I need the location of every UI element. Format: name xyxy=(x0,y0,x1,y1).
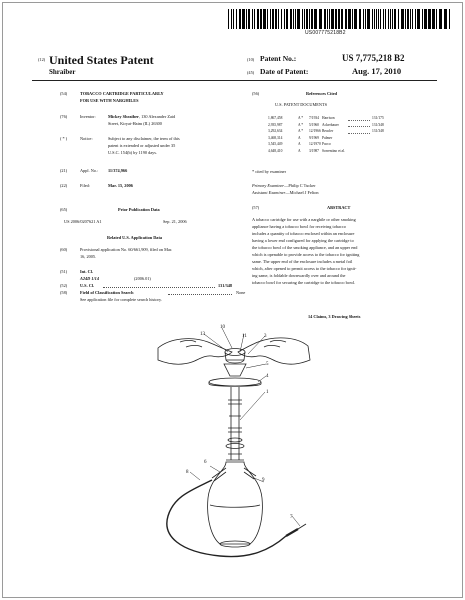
field-value: None xyxy=(236,290,246,295)
barcode-bar xyxy=(267,9,268,29)
barcode-bar xyxy=(378,9,379,29)
barcode-bar xyxy=(270,9,271,29)
assistant-examiner xyxy=(252,191,319,195)
barcode-bar xyxy=(444,9,447,29)
patent-heading: United States Patent xyxy=(49,53,154,67)
notice-line-2: patent is extended or adjusted under 35 xyxy=(108,143,176,148)
inventor-name: Mickey Shraiber xyxy=(108,114,139,119)
patent-number: US 7,775,218 B2 xyxy=(342,53,405,63)
uscl-code: (52) xyxy=(60,283,68,288)
reference-name: Harrison xyxy=(322,116,335,120)
reference-number: 2,935,987 xyxy=(268,122,283,127)
reference-name: Palmer xyxy=(322,135,333,140)
patent-number-code: (10) xyxy=(247,57,255,62)
intcl-date: (2006.01) xyxy=(134,276,151,281)
barcode-bar xyxy=(297,9,300,29)
barcode-bar xyxy=(380,9,381,29)
barcode-bar xyxy=(278,9,279,29)
figure-label: 8 xyxy=(186,470,189,475)
reference-mark: A xyxy=(298,142,301,147)
barcode-bar xyxy=(246,9,247,29)
barcode-bar xyxy=(290,9,292,29)
reference-number: 3,468,314 xyxy=(268,135,283,140)
assistant-name: —Michael J Felton xyxy=(285,190,319,195)
assistant-label: Assistant Examiner xyxy=(252,190,286,195)
barcode-bar xyxy=(390,9,391,29)
right-hand xyxy=(238,338,310,364)
reference-row xyxy=(268,150,408,155)
barcode-bar xyxy=(428,9,431,29)
refs-subtitle: U.S. PATENT DOCUMENTS xyxy=(275,102,328,107)
barcode-bar xyxy=(228,9,229,29)
barcode-bar xyxy=(324,9,326,29)
reference-leader xyxy=(348,133,370,134)
barcode-bar xyxy=(422,9,423,29)
appl-code: (21) xyxy=(60,168,68,173)
barcode-bar xyxy=(415,9,416,29)
barcode-bar xyxy=(311,9,313,29)
field-code: (58) xyxy=(60,290,68,295)
reference-row xyxy=(268,130,408,135)
figure-label: 3 xyxy=(264,334,267,339)
abstract-line: the tobacco bowl of the smoking appliance, and an upper end xyxy=(252,245,358,250)
barcode-bar xyxy=(254,9,255,29)
barcode-bar xyxy=(248,9,250,29)
barcode-bar xyxy=(231,9,232,29)
barcode-bar xyxy=(281,9,282,29)
provisional-code: (60) xyxy=(60,247,68,252)
uscl-label: U.S. Cl. xyxy=(80,283,95,288)
barcode-bar xyxy=(329,9,330,29)
barcode-bar xyxy=(331,9,334,29)
barcode-bar xyxy=(257,9,259,29)
barcode-bar xyxy=(394,9,396,29)
reference-mark: A * xyxy=(298,116,304,120)
barcode-bar xyxy=(363,9,364,29)
barcode-bar xyxy=(348,9,351,29)
figure-label: 10 xyxy=(220,325,225,330)
barcode-bar xyxy=(345,9,347,29)
barcode-bar xyxy=(401,9,404,29)
filed-date: Mar. 15, 2006 xyxy=(108,183,133,188)
reference-row xyxy=(268,117,408,122)
field-leader xyxy=(168,294,232,295)
barcode-bar xyxy=(239,9,241,29)
intcl-code: (51) xyxy=(60,269,68,274)
notice-label: Notice: xyxy=(80,136,93,141)
barcode-bar xyxy=(398,9,399,29)
notice-code: ( * ) xyxy=(60,136,68,141)
barcode-bar xyxy=(341,9,343,29)
reference-leader xyxy=(348,120,370,121)
title-line-1: TOBACCO CARTRIDGE PARTICULARLY xyxy=(80,91,164,96)
field-note: See application file for complete search history. xyxy=(80,297,162,302)
title-code: (54) xyxy=(60,91,68,96)
barcode-bar xyxy=(367,9,370,29)
reference-mark: A xyxy=(298,149,301,153)
barcode-bar xyxy=(260,9,262,29)
abstract-line: A tobacco cartridge for use with a narghile or other smoking xyxy=(252,217,356,222)
reference-row xyxy=(268,137,408,142)
reference-row xyxy=(268,143,408,148)
barcode-number: US007775218B2 xyxy=(305,30,346,36)
barcode-bar xyxy=(293,9,294,29)
barcode-bar xyxy=(359,9,361,29)
refs-title: References Cited xyxy=(306,91,338,96)
barcode-bar xyxy=(449,9,450,29)
barcode-bar xyxy=(376,9,377,29)
primary-examiner xyxy=(252,184,316,188)
barcode-bar xyxy=(412,9,413,29)
reference-date: 5/1960 xyxy=(309,122,319,127)
uscl-value: 131/348 xyxy=(218,283,233,288)
reference-date: 12/1970 xyxy=(309,142,321,147)
prior-date: Sep. 21, 2006 xyxy=(163,219,187,224)
figure-label: 6 xyxy=(204,460,207,465)
barcode-bar xyxy=(417,9,420,29)
reference-number: 3,292,634 xyxy=(268,129,283,134)
narghile-figure xyxy=(140,320,330,575)
reference-number: 1,867,458 xyxy=(268,116,283,120)
barcode-bar xyxy=(407,9,409,29)
inventor-surname: Shraiber xyxy=(49,68,76,76)
kind-code: (12) xyxy=(38,57,46,62)
barcode-bar xyxy=(306,9,308,29)
patent-date: Aug. 17, 2010 xyxy=(352,66,402,76)
tobacco-bowl xyxy=(224,364,246,376)
notice-line-3: U.S.C. 154(b) by 1190 days. xyxy=(108,150,158,155)
abstract-line: which, after opened to permit access to the tobacco for ignit- xyxy=(252,266,357,271)
barcode-bar xyxy=(302,9,303,29)
prior-title: Prior Publication Data xyxy=(118,207,160,212)
barcode-bar xyxy=(304,9,305,29)
reference-row xyxy=(268,124,408,129)
abstract-line: includes a quantity of tobacco enclosed within an enclosure xyxy=(252,231,355,236)
stem xyxy=(231,387,239,460)
left-hand xyxy=(158,339,232,365)
hose xyxy=(167,480,286,557)
barcode-bar xyxy=(374,9,375,29)
reference-date: 9/1969 xyxy=(309,135,319,140)
barcode-bar xyxy=(439,9,442,29)
reference-number: 3,545,449 xyxy=(268,142,283,147)
figure-label: 11 xyxy=(242,334,247,339)
figure-label: 5 xyxy=(266,362,269,367)
provisional-line-2: 16, 2005. xyxy=(80,254,97,259)
reference-class: 131/348 xyxy=(372,129,384,134)
reference-leader xyxy=(348,126,370,127)
abstract-line: tobacco bowl for securing the cartridge to the tobacco bowl. xyxy=(252,280,356,285)
abstract-line: ing same, is foldable downwardly over and around the xyxy=(252,273,346,278)
figure-label: 7 xyxy=(290,515,293,520)
uscl-leader xyxy=(103,287,215,288)
barcode-bar xyxy=(319,9,322,29)
provisional-line-1: Provisional application No. 60/661,909, filed on Mar. xyxy=(80,247,173,252)
barcode-bar xyxy=(309,9,310,29)
related-title: Related U.S. Application Data xyxy=(107,235,163,240)
figure-label: 1 xyxy=(266,390,269,395)
water-vase xyxy=(208,462,263,544)
header-rule xyxy=(32,80,437,81)
reference-name: Ackerbauer xyxy=(322,122,339,127)
reference-name: Sorrentino et al. xyxy=(322,149,346,153)
barcode-bar xyxy=(338,9,340,29)
barcode-bar xyxy=(383,9,384,29)
barcode-bar xyxy=(233,9,234,29)
barcode-bar xyxy=(372,9,373,29)
primary-name: —Philip C Tucker xyxy=(284,183,316,188)
barcode-bar xyxy=(432,9,435,29)
barcode-bar xyxy=(263,9,266,29)
barcode-bar xyxy=(436,9,437,29)
primary-label: Primary Examiner xyxy=(252,183,285,188)
inventor-label: Inventor: xyxy=(80,114,96,119)
date-label: Date of Patent: xyxy=(260,67,309,76)
barcode-bar xyxy=(242,9,245,29)
barcode-bar xyxy=(252,9,253,29)
barcode-bar xyxy=(405,9,406,29)
barcode-bar xyxy=(365,9,366,29)
abstract-line: same. The upper end of the enclosure includes a metal foil xyxy=(252,259,353,264)
barcode-bar xyxy=(354,9,357,29)
figure-label: 13 xyxy=(200,332,205,337)
reference-mark: A * xyxy=(298,122,304,127)
title-line-2: FOR USE WITH NARGHILES xyxy=(80,98,139,103)
field-label: Field of Classification Search xyxy=(80,290,134,295)
date-code: (45) xyxy=(247,70,255,75)
barcode-bar xyxy=(327,9,328,29)
reference-class: 131/175 xyxy=(372,116,384,120)
barcode-bar xyxy=(314,9,317,29)
figure-label: 4 xyxy=(266,374,269,379)
abstract-line: having a lower end configured for applying the cartridge to xyxy=(252,238,354,243)
reference-number: 4,648,410 xyxy=(268,149,283,153)
barcode-bar xyxy=(236,9,237,29)
barcode-bar xyxy=(385,9,386,29)
barcode-bar xyxy=(388,9,389,29)
reference-date: 3/1987 xyxy=(309,149,319,153)
filed-code: (22) xyxy=(60,183,68,188)
inventor-address-line-2: Street, Kiryat-Haim (IL) 26300 xyxy=(108,121,162,126)
figure-label: 9 xyxy=(262,478,265,483)
barcode xyxy=(228,9,454,29)
notice-line-1: Subject to any disclaimer, the term of this xyxy=(108,136,180,141)
claims-sheets: 14 Claims, 3 Drawing Sheets xyxy=(308,314,361,319)
prior-publication: US 2006/0207621 A1 xyxy=(64,219,102,224)
filed-label: Filed: xyxy=(80,183,91,188)
abstract-line: which is openable to provide access to the tobacco for igniting xyxy=(252,252,360,257)
abstract-line: appliance having a tobacco bowl for receiving tobacco xyxy=(252,224,346,229)
barcode-bar xyxy=(392,9,393,29)
inventor-address xyxy=(108,115,175,119)
prior-code: (65) xyxy=(60,207,68,212)
barcode-bar xyxy=(410,9,411,29)
refs-code: (56) xyxy=(252,91,260,96)
reference-mark: A xyxy=(298,135,301,140)
reference-class: 131/348 xyxy=(372,122,384,127)
barcode-bar xyxy=(284,9,285,29)
barcode-bar xyxy=(275,9,277,29)
barcode-bar xyxy=(272,9,274,29)
cited-note: * cited by examiner xyxy=(252,169,287,174)
inventor-address-line-1: , 130 Alexander Zaid xyxy=(138,114,176,119)
reference-mark: A * xyxy=(298,129,304,134)
barcode-bar xyxy=(424,9,427,29)
appl-number: 11/374,966 xyxy=(108,168,128,173)
reference-name: Beucler xyxy=(322,129,334,134)
barcode-bar xyxy=(286,9,288,29)
barcode-bar xyxy=(295,9,296,29)
abstract-code: (57) xyxy=(252,205,260,210)
ash-plate xyxy=(209,378,261,386)
barcode-bar xyxy=(352,9,353,29)
appl-label: Appl. No.: xyxy=(80,168,99,173)
barcode-bar xyxy=(335,9,337,29)
abstract-title: ABSTRACT xyxy=(327,205,351,210)
reference-date: 12/1966 xyxy=(309,129,321,134)
intcl-label: Int. Cl. xyxy=(80,269,94,274)
inventor-code: (76) xyxy=(60,114,68,119)
intcl-class: A24D 1/14 xyxy=(80,276,99,281)
patent-number-label: Patent No.: xyxy=(260,54,297,63)
reference-name: Pucco xyxy=(322,142,331,147)
reference-date: 7/1934 xyxy=(309,116,319,120)
